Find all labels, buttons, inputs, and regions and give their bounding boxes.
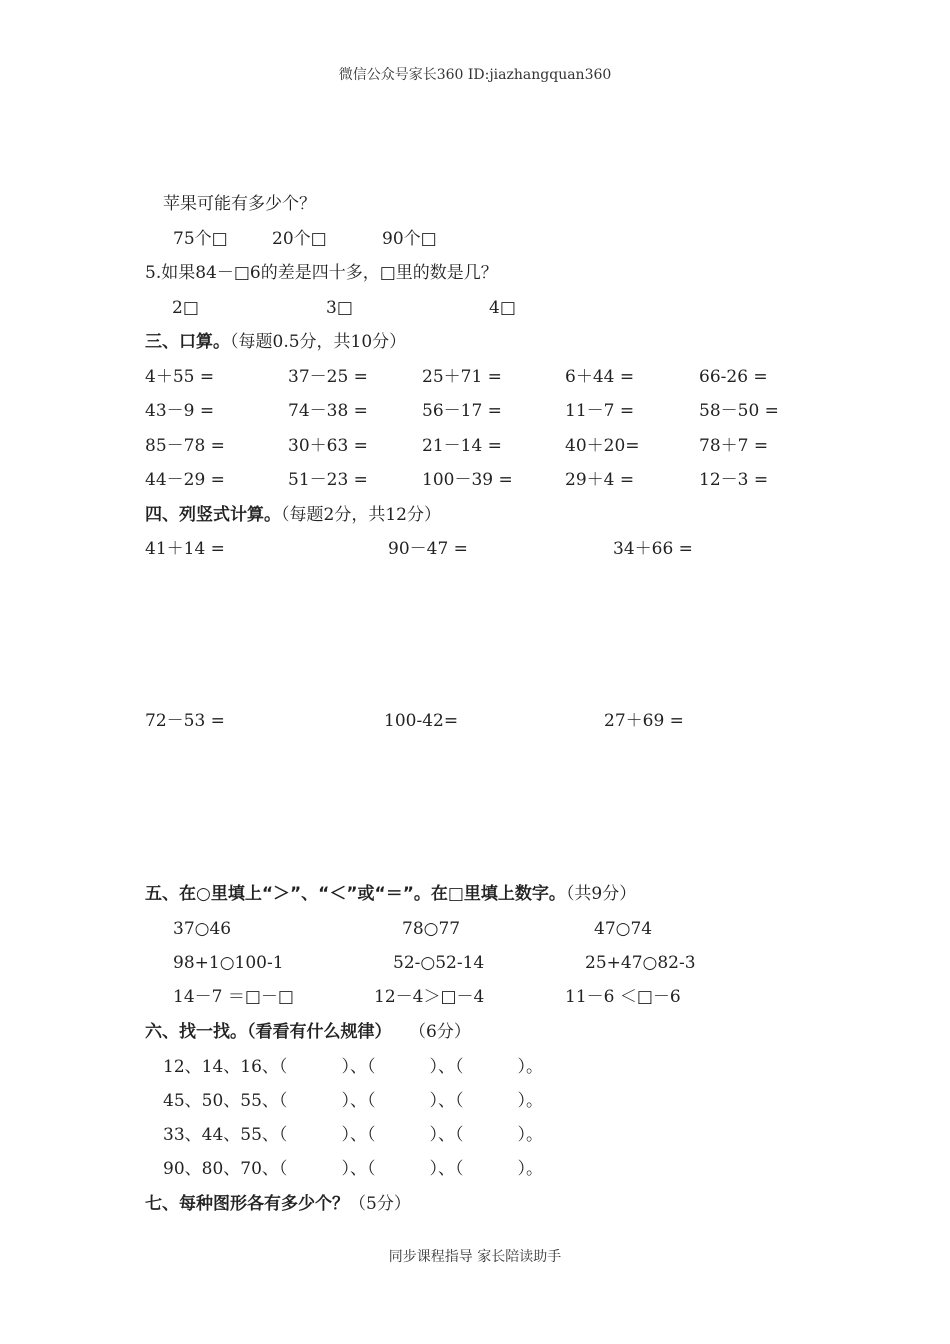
compare-item: 14－7 ＝□－□	[173, 987, 294, 1007]
compare-item: 52-○52-14	[393, 953, 485, 973]
section-5-title: 五、在○里填上“＞”、“＜”或“＝”。在□里填上数字。	[145, 884, 566, 904]
pattern-blanks: （ ）、（ ）、（ ）。	[278, 1159, 544, 1179]
section-3-heading	[145, 334, 406, 351]
calc-item: 6＋44 =	[565, 367, 635, 387]
section-5-note: （共9分）	[565, 884, 637, 904]
section-6-heading	[145, 1024, 471, 1041]
calc-item: 21－14 =	[422, 436, 502, 456]
pattern-blanks: （ ）、（ ）、（ ）。	[278, 1091, 544, 1111]
pattern-row	[163, 1127, 543, 1144]
section-7-title: 七、每种图形各有多少个？	[145, 1194, 349, 1214]
calc-item: 100－39 =	[422, 470, 513, 490]
page-header: 微信公众号家长360 ID:jiazhangquan360	[338, 67, 612, 83]
q4-option: 75个□	[173, 229, 228, 249]
section-7-note: （5分）	[349, 1194, 411, 1214]
calc-item: 11－7 =	[565, 401, 635, 421]
calc-item: 58－50 =	[699, 401, 779, 421]
q4-option: 90个□	[382, 229, 437, 249]
calc-item: 37－25 =	[288, 367, 368, 387]
section-4-title: 四、列竖式计算。	[145, 505, 281, 525]
calc-item: 43－9 =	[145, 401, 215, 421]
compare-item: 11－6 ＜□－6	[565, 987, 681, 1007]
compare-item: 25+47○82-3	[585, 953, 696, 973]
q5-option: 2□	[172, 298, 199, 318]
pattern-blanks: （ ）、（ ）、（ ）。	[278, 1057, 544, 1077]
calc-item: 85－78 =	[145, 436, 225, 456]
calc-item: 30＋63 =	[288, 436, 368, 456]
q4-text: 苹果可能有多少个？	[163, 194, 316, 214]
calc-item: 25＋71 =	[422, 367, 502, 387]
compare-item: 98+1○100-1	[173, 953, 284, 973]
pattern-start: 45、50、55、	[163, 1091, 279, 1111]
pattern-row	[163, 1161, 543, 1178]
pattern-row	[163, 1059, 543, 1076]
vertical-calc-item: 90－47 =	[388, 539, 468, 559]
pattern-start: 90、80、70、	[163, 1159, 279, 1179]
calc-item: 78＋7 =	[699, 436, 769, 456]
compare-item: 37○46	[173, 919, 232, 939]
calc-item: 74－38 =	[288, 401, 368, 421]
calc-item: 44－29 =	[145, 470, 225, 490]
calc-item: 56－17 =	[422, 401, 502, 421]
section-6-note: （6分）	[417, 1022, 471, 1042]
vertical-calc-item: 34＋66 =	[613, 539, 693, 559]
q5-option: 4□	[489, 298, 516, 318]
pattern-row	[163, 1093, 543, 1110]
vertical-calc-item: 72－53 =	[145, 711, 225, 731]
section-4-note: （每题2分，共12分）	[281, 505, 441, 525]
calc-item: 40＋20=	[565, 436, 640, 456]
vertical-calc-item: 41＋14 =	[145, 539, 225, 559]
calc-item: 51－23 =	[288, 470, 368, 490]
calc-item: 4＋55 =	[145, 367, 215, 387]
q4-option: 20个□	[272, 229, 327, 249]
section-5-heading	[145, 886, 636, 903]
calc-item: 66-26 =	[699, 367, 768, 387]
compare-item: 78○77	[402, 919, 461, 939]
section-6-title: 六、找一找。（看看有什么规律）	[145, 1022, 392, 1042]
q5-text: 5.如果84－□6的差是四十多，□里的数是几？	[145, 263, 498, 283]
compare-item: 47○74	[594, 919, 653, 939]
compare-item: 12－4＞□－4	[374, 987, 485, 1007]
section-4-heading	[145, 507, 441, 524]
calc-item: 29＋4 =	[565, 470, 635, 490]
pattern-start: 33、44、55、	[163, 1125, 279, 1145]
vertical-calc-item: 100-42=	[384, 711, 459, 731]
pattern-blanks: （ ）、（ ）、（ ）。	[278, 1125, 544, 1145]
calc-item: 12－3 =	[699, 470, 769, 490]
pattern-start: 12、14、16、	[163, 1057, 279, 1077]
section-7-heading	[145, 1196, 411, 1213]
page-footer: 同步课程指导 家长陪读助手	[388, 1249, 562, 1265]
q5-option: 3□	[326, 298, 353, 318]
section-3-title: 三、口算。	[145, 332, 230, 352]
section-3-note: （每题0.5分，共10分）	[230, 332, 407, 352]
vertical-calc-item: 27＋69 =	[604, 711, 684, 731]
